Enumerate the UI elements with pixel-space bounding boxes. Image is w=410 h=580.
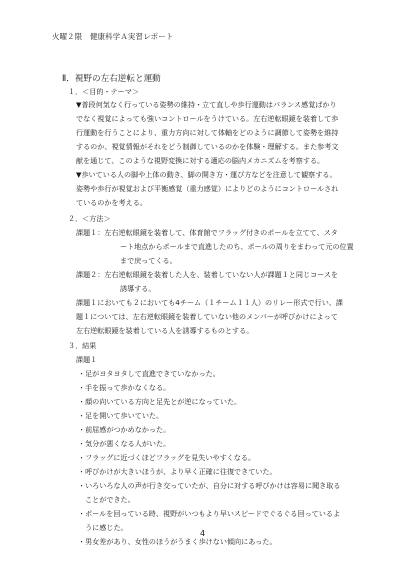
method-task1-line: ート地点からポールまで直進したのち、ポールの周りをまわって元の位置 [120,242,354,251]
result-item: ・いろいろな人の声が行き交っていたが、自分に対する呼びかけは容易に聞き取る [78,481,341,490]
purpose-line: でなく視覚によっても強いコントロールをうけている。左右逆転眼鏡を装着して歩 [76,114,339,123]
method-note-line: 題１については、左右逆転眼鏡を装着していない他のメンバーが呼びかけによって [76,312,338,321]
result-item: ・男女差があり、女性のほうがうまく歩けない傾向にあった。 [78,537,277,546]
purpose-line: するのか、視覚情報がそれをどう制御しているのかを体験・理解する。また参考文 [76,142,339,151]
purpose-line: 献を通じて、このような視野変換に対する適応の脳内メカニズムを考察する。 [76,156,325,165]
method-task2-line: 誘導する。 [120,284,156,293]
purpose-line: ているのかを考える。 [76,198,147,207]
purpose-line: 姿勢や歩行が視覚および平衡感覚（重力感覚）によりどのようにコントロールされ [76,184,339,193]
result-item: ・ポールを回っている時、視野がいつもより早いスピードでぐるぐる回っているよ [78,509,341,518]
method-note-line: 課題１においても２においても4チーム（１チーム１１人）のリレー形式で行い、課 [76,298,343,307]
result-item: ・足を開いて歩いていた。 [78,411,164,420]
report-header: 火曜２限 健康科学Ａ実習レポート [52,32,174,41]
result-item: ・顔の向いている方向と足先とが逆になっていた。 [78,397,242,406]
purpose-line: 行運動を行うことにより、重力方向に対して体軸をどのように調節して姿勢を維持 [76,128,339,137]
section-title: Ⅱ．視野の左右逆転と運動 [62,74,161,84]
result-item: ・足がヨタヨタして直進できていなかった。 [78,369,220,378]
method-heading: ２．＜方法＞ [68,214,111,223]
method-task2-line: 課題２：左右逆転眼鏡を装着した人を、装着していない人が課題１と同じコースを [76,270,339,279]
result-item: ・手を振って歩かなくなる。 [78,383,171,392]
results-heading: ３．結果 [68,341,97,350]
page-number: 4 [200,529,206,538]
result-item: ことができた。 [78,495,135,504]
result-item: ・気分が悪くなる人がいた。 [78,439,171,448]
result-item: うに感じた。 [78,523,128,532]
results-subheading: 課題１ [76,355,98,364]
purpose-line: ▼普段何気なく行っている姿勢の維持・立て直しや歩行運動はバランス感覚ばかり [76,100,337,109]
result-item: ・呼びかけが大きいほうが、より早く正確に往復できていた。 [78,467,277,476]
purpose-heading: １．＜目的・テーマ＞ [68,87,139,96]
method-note-line: 左右逆転眼鏡を装着している人を誘導するものとする。 [76,326,254,335]
purpose-line: ▼歩いている人の脚や上体の動き、脚の開き方・運び方などを注意して観察する。 [76,170,337,179]
result-item: ・フラッグに近づくほどフラッグを見失いやすくなる。 [78,453,256,462]
result-item: ・前屈感がつかめなかった。 [78,425,171,434]
method-task1-line: 課題１：左右逆転眼鏡を装着して、体育館でフラッグ付きのポールを立てて、スタ [76,228,338,237]
method-task1-line: まで戻ってくる。 [120,256,177,265]
